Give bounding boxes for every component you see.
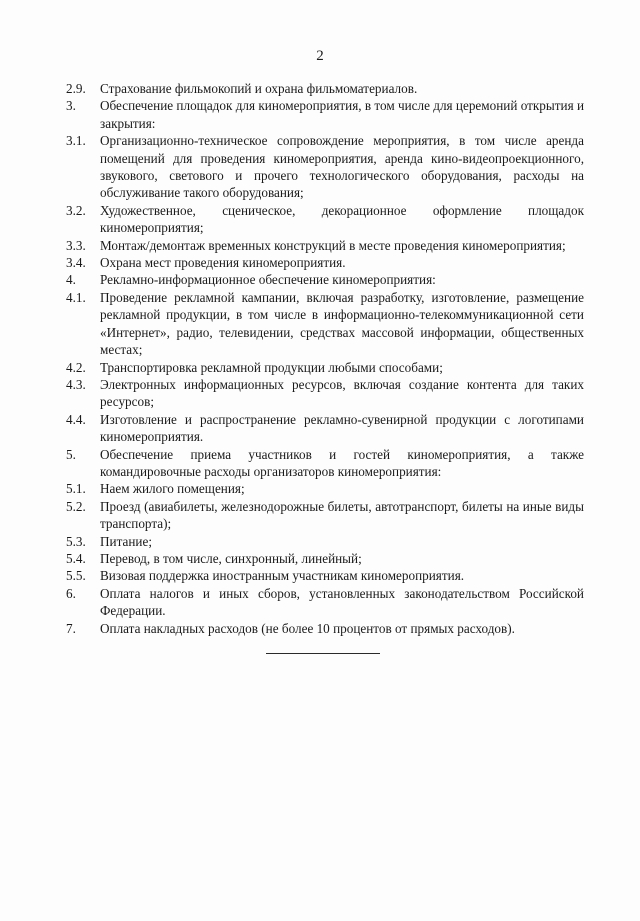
item-number: 2.9. <box>66 81 86 96</box>
item-number: 5.3. <box>66 533 86 549</box>
item-number: 4.1. <box>66 289 86 305</box>
item-text: Питание; <box>100 533 152 549</box>
list-item <box>66 376 584 411</box>
item-text: Организационно-техническое сопровождение мероприятия, в том числе аренда помещений для проведения киномероприятия, аренда кино-видеопроекционного, звукового, светового и прочего технологического оборудования, расходы на обслуживание такого оборудования; <box>100 133 584 201</box>
page-number: 2 <box>316 48 324 64</box>
item-text: Охрана мест проведения киномероприятия. <box>100 255 346 271</box>
item-number: 3. <box>66 98 76 114</box>
list-item <box>66 254 584 271</box>
expense-list <box>66 80 584 637</box>
item-number: 7. <box>66 620 76 636</box>
list-item <box>66 97 584 132</box>
list-item <box>66 132 584 202</box>
item-text: Проезд (авиабилеты, железнодорожные билеты, автотранспорт, билеты на иные виды транспорта); <box>100 498 584 532</box>
item-text: Художественное, сценическое, декорационное оформление площадок киномероприятия; <box>100 202 584 236</box>
item-number: 5.4. <box>66 550 86 566</box>
list-item <box>66 585 584 620</box>
item-text: Оплата накладных расходов (не более 10 процентов от прямых расходов). <box>100 620 515 636</box>
item-number: 3.1. <box>66 133 86 149</box>
list-item <box>66 446 584 481</box>
list-item <box>66 620 584 637</box>
item-text: Визовая поддержка иностранным участникам киномероприятия. <box>100 568 465 584</box>
end-divider <box>266 653 380 654</box>
item-text: Электронных информационных ресурсов, включая создание контента для таких ресурсов; <box>100 376 584 410</box>
list-item <box>66 567 584 584</box>
list-item <box>66 480 584 497</box>
item-text: Изготовление и распространение рекламно-сувенирной продукции с логотипами киномероприятия. <box>100 411 584 445</box>
item-text: Страхование фильмокопий и охрана фильмоматериалов. <box>100 81 418 96</box>
list-item <box>66 237 584 254</box>
item-text: Проведение рекламной кампании, включая разработку, изготовление, размещение рекламной продукции, в том числе в информационно-телекоммуникационной сети «Интернет», радио, телевидении, средствах массовой информации, общественных местах; <box>100 289 584 358</box>
item-number: 4.2. <box>66 359 86 375</box>
item-text: Наем жилого помещения; <box>100 481 245 497</box>
item-number: 5. <box>66 446 76 462</box>
list-item <box>66 202 584 237</box>
item-number: 5.1. <box>66 481 86 497</box>
item-number: 3.4. <box>66 255 86 271</box>
item-number: 3.3. <box>66 237 86 253</box>
item-number: 6. <box>66 585 76 601</box>
item-number: 3.2. <box>66 202 86 218</box>
list-item <box>66 271 584 288</box>
item-number: 4.4. <box>66 411 86 427</box>
item-number: 5.5. <box>66 568 86 584</box>
item-text: Перевод, в том числе, синхронный, линейный; <box>100 550 362 566</box>
list-item <box>66 359 584 376</box>
item-text: Транспортировка рекламной продукции любыми способами; <box>100 359 443 375</box>
item-text: Рекламно-информационное обеспечение киномероприятия: <box>100 272 436 288</box>
item-number: 5.2. <box>66 498 86 514</box>
item-text: Оплата налогов и иных сборов, установленных законодательством Российской Федерации. <box>100 585 584 619</box>
list-item <box>66 550 584 567</box>
item-text: Обеспечение приема участников и гостей киномероприятия, а также командировочные расходы организаторов киномероприятия: <box>100 446 584 479</box>
item-number: 4. <box>66 272 76 288</box>
list-item <box>66 533 584 550</box>
item-text: Монтаж/демонтаж временных конструкций в месте проведения киномероприятия; <box>100 237 566 253</box>
list-item <box>66 289 584 359</box>
item-text: Обеспечение площадок для киномероприятия, в том числе для церемоний открытия и закрытия: <box>100 98 584 131</box>
item-number: 4.3. <box>66 376 86 392</box>
list-item <box>66 80 584 97</box>
list-item <box>66 498 584 533</box>
list-item <box>66 411 584 446</box>
